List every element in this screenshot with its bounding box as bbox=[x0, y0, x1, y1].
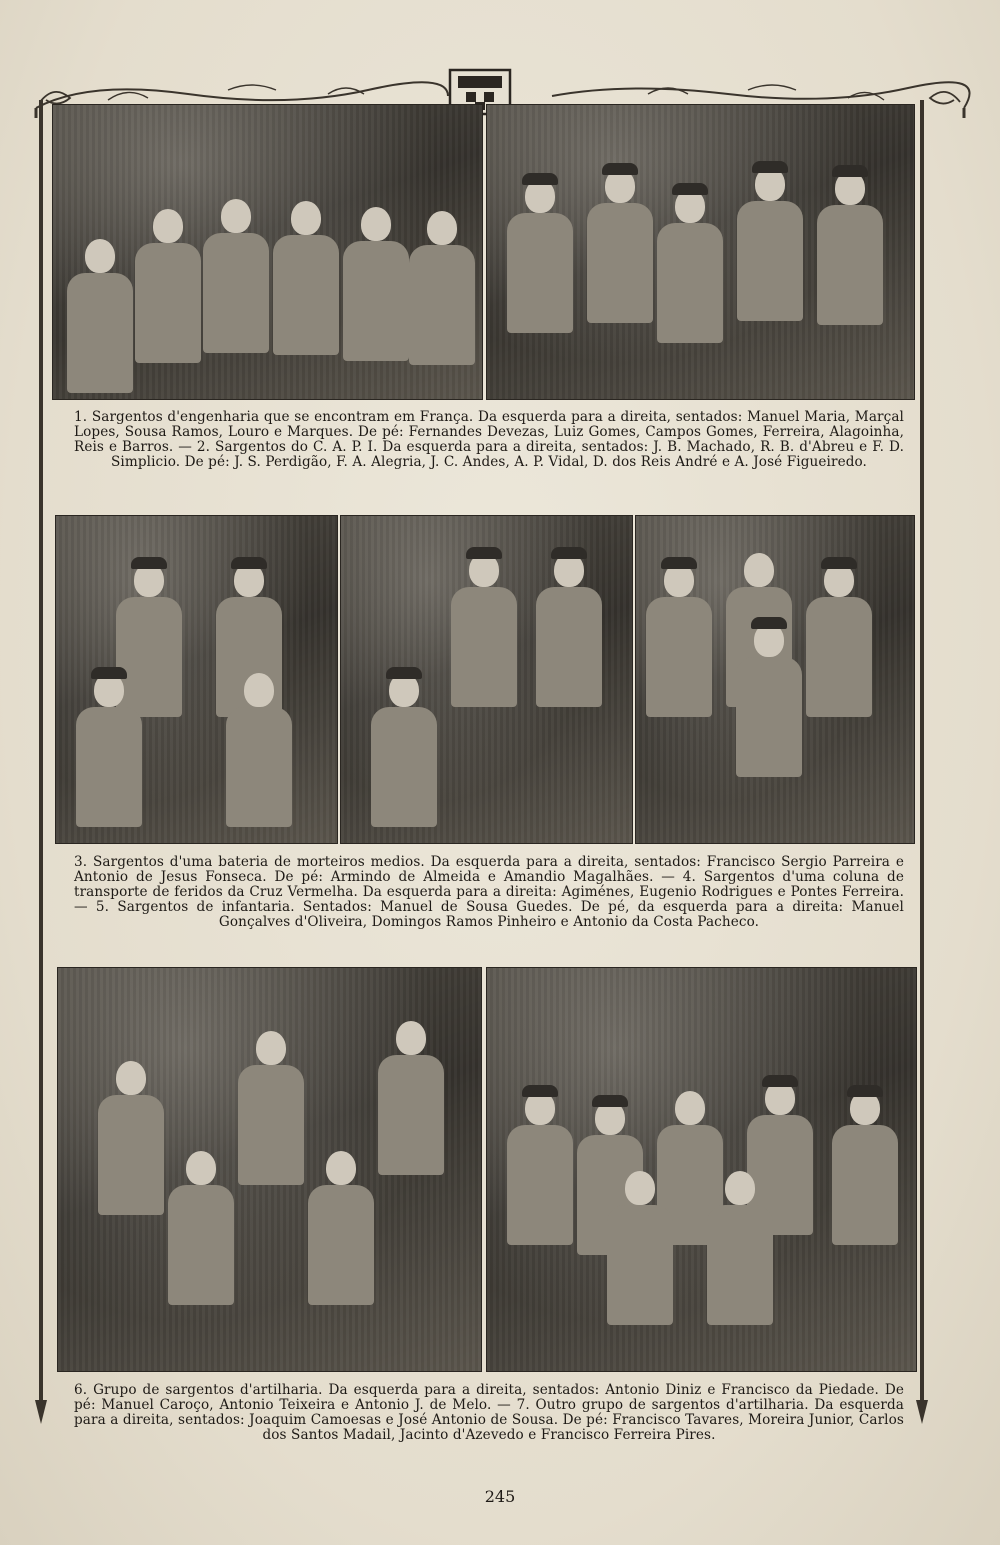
page-number: 245 bbox=[484, 1487, 516, 1506]
photo-5-infantry-sergeants bbox=[635, 515, 915, 844]
caption-photos-3-5: 3. Sargentos d'uma bateria de morteiros medios. Da esquerda para a direita, sentados: Francisco Sergio Parreira e Antonio de Jesus Fonseca. De pé: Armindo de Almeida e Amandio Magalhães. — 4. Sargentos d'uma coluna de transporte de feridos da Cruz Vermelha. Da esquerda para a direita: Agiménes, Eugenio Rodrigues e Pontes Ferreira. — 5. Sargentos de infantaria. Sentados: Manuel de Sousa Guedes. De pé, da esquerda para a direita: Manuel Gonçalves d'Oliveira, Domingos Ramos Pinheiro e Antonio da Costa Pacheco. bbox=[74, 854, 904, 930]
right-border-rule bbox=[920, 100, 924, 1400]
caption-photos-1-2: 1. Sargentos d'engenharia que se encontram em França. Da esquerda para a direita, sentados: Manuel Maria, Marçal Lopes, Sousa Ramos, Louro e Marques. De pé: Fernandes Devezas, Luiz Gomes, Campos Gomes, Ferreira, Alagoinha, Reis e Barros. — 2. Sargentos do C. A. P. I. Da esquerda para a direita, sentados: J. B. Machado, R. B. d'Abreu e F. D. Simplicio. De pé: J. S. Perdigão, F. A. Alegria, J. C. Andes, A. P. Vidal, D. dos Reis André e A. José Figueiredo. bbox=[74, 409, 904, 470]
photo-4-red-cross-sergeants bbox=[340, 515, 633, 844]
left-border-rule bbox=[39, 100, 43, 1400]
photo-6-artillery-sergeants bbox=[57, 967, 482, 1372]
photo-2-capi-sergeants bbox=[486, 104, 915, 400]
photo-3-mortar-battery-sergeants bbox=[55, 515, 338, 844]
photo-7-artillery-sergeants-group bbox=[486, 967, 917, 1372]
caption-photos-6-7: 6. Grupo de sargentos d'artilharia. Da esquerda para a direita, sentados: Antonio Diniz e Francisco da Piedade. De pé: Manuel Caroço, Antonio Teixeira e Antonio J. de Melo. — 7. Outro grupo de sargentos d'artilharia. Da esquerda para a direita, sentados: Joaquim Camoesas e José Antonio de Sousa. De pé: Francisco Tavares, Moreira Junior, Carlos dos Santos Madail, Jacinto d'Azevedo e Francisco Ferreira Pires. bbox=[74, 1382, 904, 1443]
photo-1-engineering-sergeants bbox=[52, 104, 483, 400]
